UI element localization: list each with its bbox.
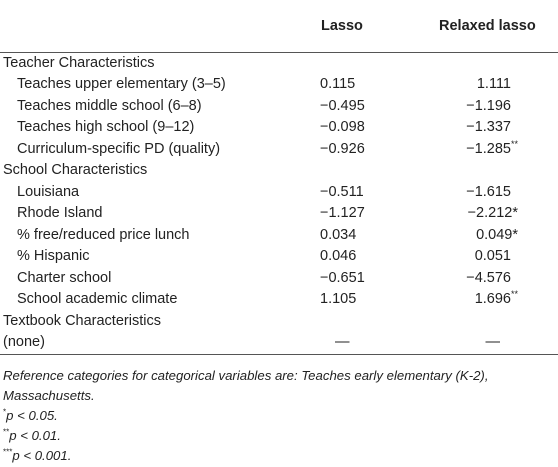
footnote-text: p < 0.05. xyxy=(6,408,58,423)
table-row xyxy=(0,96,558,118)
relaxed-value xyxy=(407,182,558,204)
table-row xyxy=(0,268,558,290)
header-relaxed-lasso: Relaxed lasso xyxy=(407,0,558,52)
relaxed-value xyxy=(407,289,558,311)
relaxed-number: — xyxy=(485,334,500,350)
row-label: % free/reduced price lunch xyxy=(17,226,190,243)
lasso-value: 0.034 xyxy=(320,226,357,243)
section-title: Teacher Characteristics xyxy=(3,54,155,71)
row-label: % Hispanic xyxy=(17,248,90,264)
section-row-textbook xyxy=(0,311,558,333)
lasso-value: −1.127 xyxy=(320,205,365,221)
table-row xyxy=(0,117,558,139)
row-label: (none) xyxy=(0,332,307,354)
row-label: Charter school xyxy=(17,269,112,286)
relaxed-number: −1.196 xyxy=(466,97,511,114)
footnote-stars: ** xyxy=(3,427,10,437)
relaxed-value xyxy=(407,117,558,139)
lasso-value: −0.926 xyxy=(320,140,365,157)
footnote-text: p < 0.001. xyxy=(12,448,72,463)
section-row-teacher xyxy=(0,52,558,74)
relaxed-value xyxy=(407,268,558,290)
relaxed-number: −1.337 xyxy=(466,119,511,135)
relaxed-number: 0.049* xyxy=(476,226,518,243)
row-label: Teaches middle school (6–8) xyxy=(17,97,202,114)
table-row xyxy=(0,139,558,161)
section-title: Textbook Characteristics xyxy=(3,312,161,329)
lasso-value: 0.046 xyxy=(320,248,357,264)
table-row xyxy=(0,225,558,247)
relaxed-value xyxy=(407,225,558,247)
table-row xyxy=(0,246,558,268)
row-label: Rhode Island xyxy=(17,205,103,221)
table-row xyxy=(0,74,558,96)
lasso-value: 1.105 xyxy=(320,291,357,307)
footnote-text: p < 0.01. xyxy=(9,428,61,443)
lasso-value: −0.098 xyxy=(320,119,365,135)
row-label: Teaches high school (9–12) xyxy=(17,119,195,135)
row-label: Curriculum-specific PD (quality) xyxy=(17,140,221,157)
relaxed-value xyxy=(407,332,558,354)
table-row xyxy=(0,332,558,354)
footnote xyxy=(3,406,543,426)
header-lasso: Lasso xyxy=(307,0,407,52)
significance-stars: ** xyxy=(510,138,518,149)
relaxed-number: 0.051 xyxy=(474,248,511,264)
relaxed-number: 1.696 xyxy=(474,291,511,307)
row-label: Louisiana xyxy=(17,183,80,200)
footnote-stars: * xyxy=(3,407,7,417)
section-row-school xyxy=(0,160,558,182)
reference-note: Reference categories for categorical variables are: Teaches early elementary (K-2), Massachusetts. xyxy=(3,368,489,403)
row-label: School academic climate xyxy=(17,291,178,307)
lasso-value: — xyxy=(307,332,407,354)
lasso-value: −0.651 xyxy=(320,269,365,286)
lasso-value: −0.495 xyxy=(320,97,365,114)
footnote xyxy=(3,426,543,446)
relaxed-value xyxy=(407,96,558,118)
relaxed-value xyxy=(407,74,558,96)
table-row xyxy=(0,289,558,311)
relaxed-value xyxy=(407,246,558,268)
lasso-value: −0.511 xyxy=(320,183,364,200)
relaxed-number: −2.212* xyxy=(467,205,518,221)
section-title: School Characteristics xyxy=(3,162,148,178)
relaxed-number: −1.615 xyxy=(466,183,511,200)
table-row xyxy=(0,182,558,204)
header-label xyxy=(0,0,307,52)
lasso-value: 0.115 xyxy=(320,76,356,92)
relaxed-value xyxy=(407,203,558,225)
relaxed-number: −1.285 xyxy=(466,140,511,157)
relaxed-number: −4.576 xyxy=(466,269,511,286)
header-row xyxy=(0,0,558,52)
footnote-stars: *** xyxy=(3,447,13,457)
table-notes xyxy=(3,366,543,466)
relaxed-value xyxy=(407,139,558,161)
table-row xyxy=(0,203,558,225)
significance-stars: ** xyxy=(510,289,518,300)
row-label: Teaches upper elementary (3–5) xyxy=(17,76,226,92)
footnote xyxy=(3,446,543,466)
relaxed-number: 1.111 xyxy=(476,76,511,92)
